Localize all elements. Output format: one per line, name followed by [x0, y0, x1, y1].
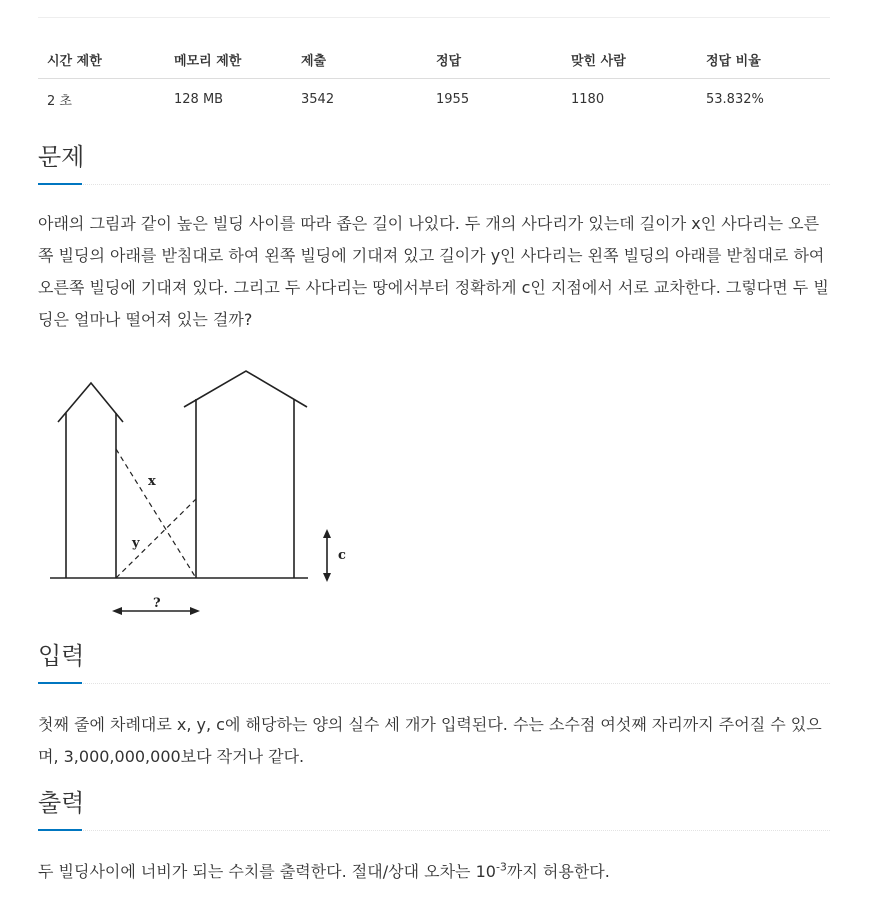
- header-memory-limit: 메모리 제한: [165, 40, 292, 79]
- top-divider: [38, 17, 830, 18]
- info-header-row: [38, 40, 830, 79]
- value-submissions: 3542: [301, 91, 335, 107]
- output-description: [38, 856, 830, 888]
- label-c: c: [338, 548, 346, 563]
- ladder-y: [116, 499, 196, 578]
- output-text-after: 까지 허용한다.: [506, 862, 610, 881]
- distance-arrow-right-head: [190, 607, 200, 615]
- left-building-roof: [58, 383, 123, 422]
- problem-title-underline: [38, 183, 82, 185]
- input-description: 첫째 줄에 차례대로 x, y, c에 해당하는 양의 실수 세 개가 입력된다. 수는 소수점 여섯째 자리까지 주어질 수 있으며, 3,000,000,000보다 작거나 같다.: [38, 715, 822, 766]
- c-arrow-up-head: [323, 529, 331, 538]
- problem-section-title: [38, 142, 830, 185]
- label-y: y: [132, 536, 140, 551]
- header-time-limit: 시간 제한: [38, 40, 165, 79]
- c-arrow-down-head: [323, 573, 331, 582]
- output-text-before: 두 빌딩사이에 너비가 되는 수치를 출력한다. 절대/상대 오차는 10: [38, 862, 496, 881]
- value-ratio: 53.832%: [706, 91, 764, 107]
- output-section-title: [38, 788, 830, 831]
- ladder-x: [116, 449, 196, 578]
- right-building-roof: [184, 371, 307, 407]
- label-x: x: [148, 474, 156, 489]
- input-title-underline: [38, 682, 82, 684]
- label-question: ?: [153, 596, 161, 611]
- problem-description: 아래의 그림과 같이 높은 빌딩 사이를 따라 좁은 길이 나있다. 두 개의 사다리가 있는데 길이가 x인 사다리는 오른쪽 빌딩의 아래를 받침대로 하여 왼쪽 빌딩에 기대져 있고 길이가 y인 사다리는 왼쪽 빌딩의 아래를 받침대로 하여 오른쪽 빌딩에 기대져 있다. 그리고 두 사다리는 땅에서부터 정확하게 c인 지점에서 서로 교차한다. 그렇다면 두 빌딩은 얼마나 떨어져 있는 걸까?: [38, 214, 829, 329]
- ladder-figure: [46, 365, 366, 620]
- problem-info-table: [38, 40, 830, 119]
- output-title-text: 출력: [38, 789, 85, 817]
- header-solvers: 맞힌 사람: [562, 40, 697, 79]
- output-exponent: -3: [495, 860, 507, 874]
- input-section-title: [38, 641, 830, 684]
- header-submissions: 제출: [292, 40, 427, 79]
- problem-title-text: 문제: [38, 143, 85, 171]
- distance-arrow-left-head: [112, 607, 122, 615]
- header-accepted: 정답: [427, 40, 562, 79]
- value-accepted: 1955: [436, 91, 470, 107]
- value-solvers: 1180: [571, 91, 605, 107]
- input-title-text: 입력: [38, 642, 85, 670]
- value-time-limit: 2 초: [47, 93, 72, 109]
- value-memory-limit: 128 MB: [174, 91, 224, 107]
- ladder-diagram: [46, 365, 366, 620]
- info-value-row: [38, 79, 830, 120]
- output-title-underline: [38, 829, 82, 831]
- header-ratio: 정답 비율: [697, 40, 830, 79]
